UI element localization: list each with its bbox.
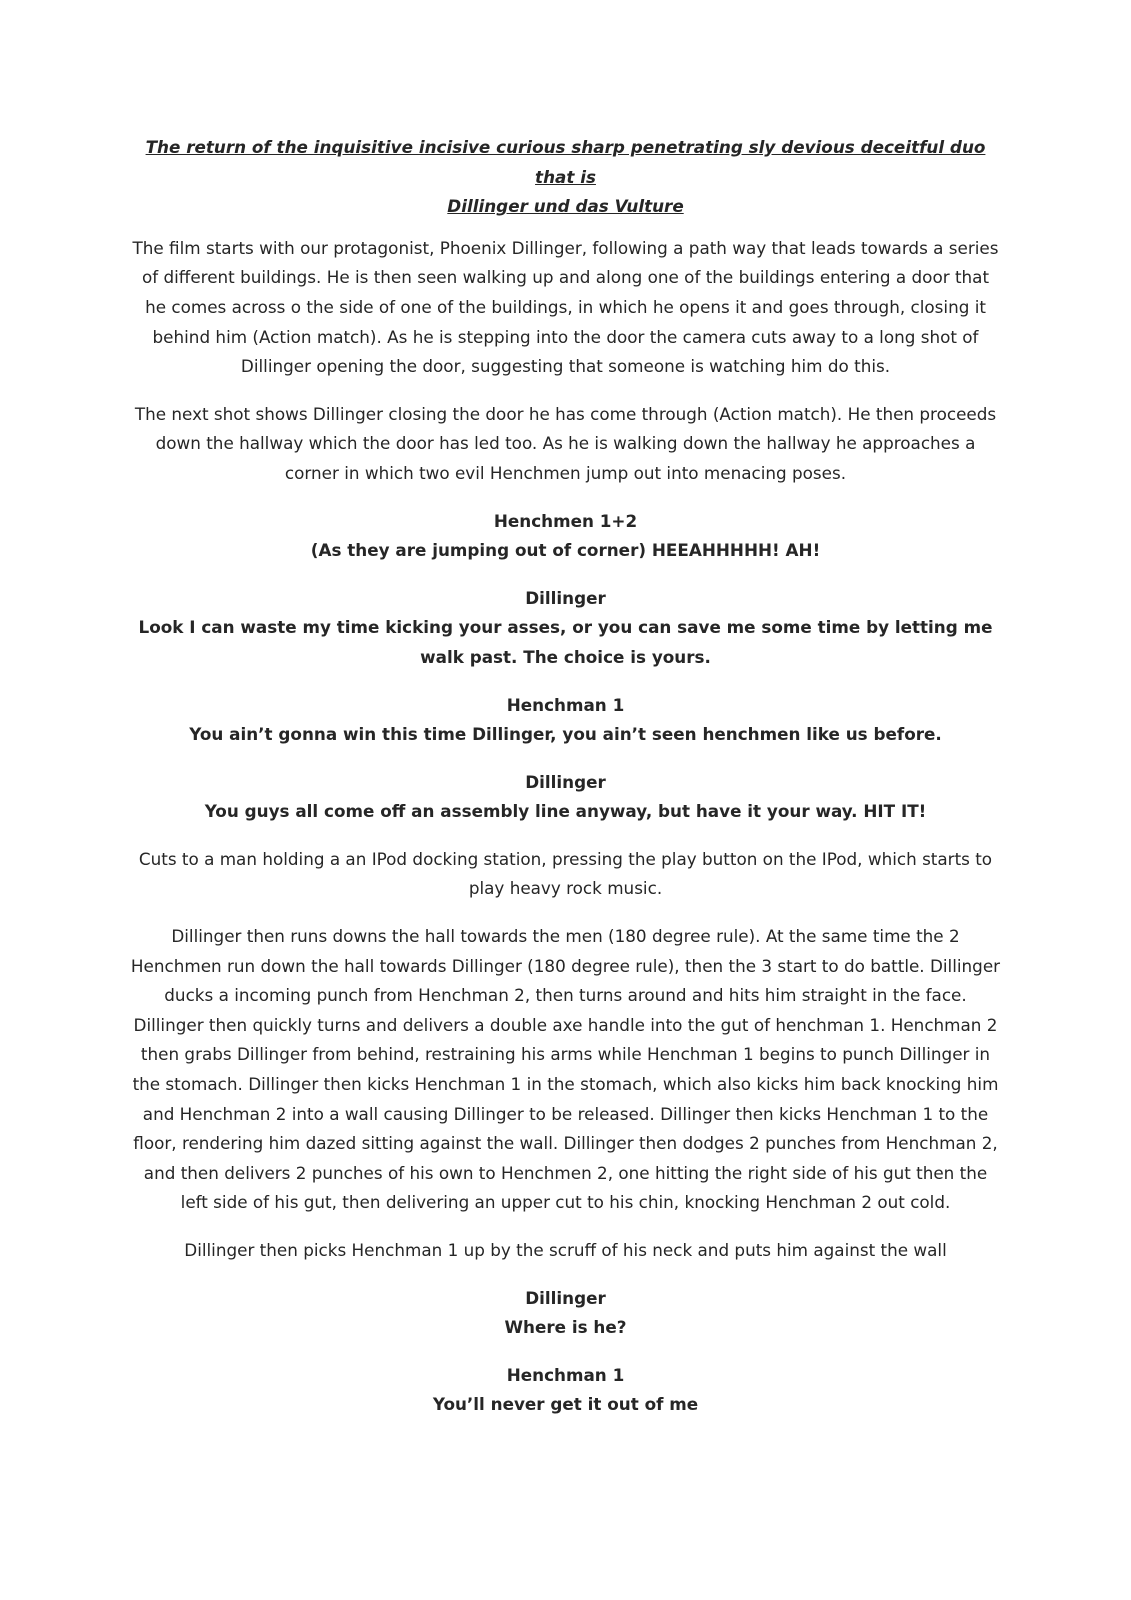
- dialogue-block: [130, 1361, 1001, 1420]
- title-line-1: The return of the inquisitive incisive curious sharp penetrating sly devious deceitful duo that is: [145, 137, 986, 187]
- dialogue-line: You guys all come off an assembly line anyway, but have it your way. HIT IT!: [204, 801, 927, 822]
- paragraph-fight: Dillinger then runs downs the hall towards the men (180 degree rule). At the same time the 2 Henchmen run down the hall towards Dillinger (180 degree rule), then the 3 start to do battle. Dillinger ducks a incoming punch from Henchman 2, then turns around and hits him straight in the face. Dillinger then quickly turns and delivers a double axe handle into the gut of henchman 1. Henchman 2 then grabs Dillinger from behind, restraining his arms while Henchman 1 begins to punch Dillinger in the stomach. Dillinger then kicks Henchman 1 in the stomach, which also kicks him back knocking him and Henchman 2 into a wall causing Dillinger to be released. Dillinger then kicks Henchman 1 to the floor, rendering him dazed sitting against the wall. Dillinger then dodges 2 punches from Henchman 2, and then delivers 2 punches of his own to Henchmen 2, one hitting the right side of his gut then the left side of his gut, then delivering an upper cut to his chin, knocking Henchman 2 out cold.: [130, 926, 1001, 1213]
- title-line-2: Dillinger und das Vulture: [447, 196, 684, 217]
- paragraph-scruff: Dillinger then picks Henchman 1 up by the scruff of his neck and puts him against the wall: [184, 1240, 947, 1260]
- speaker-name: Henchmen 1+2: [493, 510, 638, 531]
- dialogue-line: You’ll never get it out of me: [432, 1394, 699, 1415]
- speaker-name: Dillinger: [525, 771, 606, 792]
- dialogue-line: You ain’t gonna win this time Dillinger, you ain’t seen henchmen like us before.: [189, 724, 942, 745]
- speaker-name: Dillinger: [525, 587, 606, 608]
- speaker-name: Dillinger: [525, 1287, 606, 1308]
- dialogue-block: [130, 507, 1001, 566]
- paragraph-opening: The film starts with our protagonist, Phoenix Dillinger, following a path way that leads towards a series of different buildings. He is then seen walking up and along one of the buildings entering a door that he comes across o the side of one of the buildings, in which he opens it and goes through, closing it behind him (Action match). As he is stepping into the door the camera cuts away to a long shot of Dillinger opening the door, suggesting that someone is watching him do this.: [132, 237, 999, 377]
- speaker-name: Henchman 1: [506, 1364, 625, 1385]
- dialogue-line: Look I can waste my time kicking your asses, or you can save me some time by letting me walk past. The choice is yours.: [138, 617, 993, 667]
- speaker-name: Henchman 1: [506, 694, 625, 715]
- dialogue-line: (As they are jumping out of corner) HEEAHHHHH! AH!: [310, 540, 821, 561]
- dialogue-block: [130, 584, 1001, 673]
- paragraph-hallway: The next shot shows Dillinger closing the door he has come through (Action match). He then proceeds down the hallway which the door has led too. As he is walking down the hallway he approaches a corner in which two evil Henchmen jump out into menacing poses.: [134, 403, 997, 483]
- dialogue-block: [130, 1284, 1001, 1343]
- document-title: [130, 133, 1001, 222]
- document-page: [130, 133, 1001, 1438]
- dialogue-line: Where is he?: [504, 1317, 627, 1338]
- dialogue-block: [130, 691, 1001, 750]
- dialogue-block: [130, 768, 1001, 827]
- paragraph-ipod: Cuts to a man holding a an IPod docking station, pressing the play button on the IPod, which starts to play heavy rock music.: [138, 848, 993, 899]
